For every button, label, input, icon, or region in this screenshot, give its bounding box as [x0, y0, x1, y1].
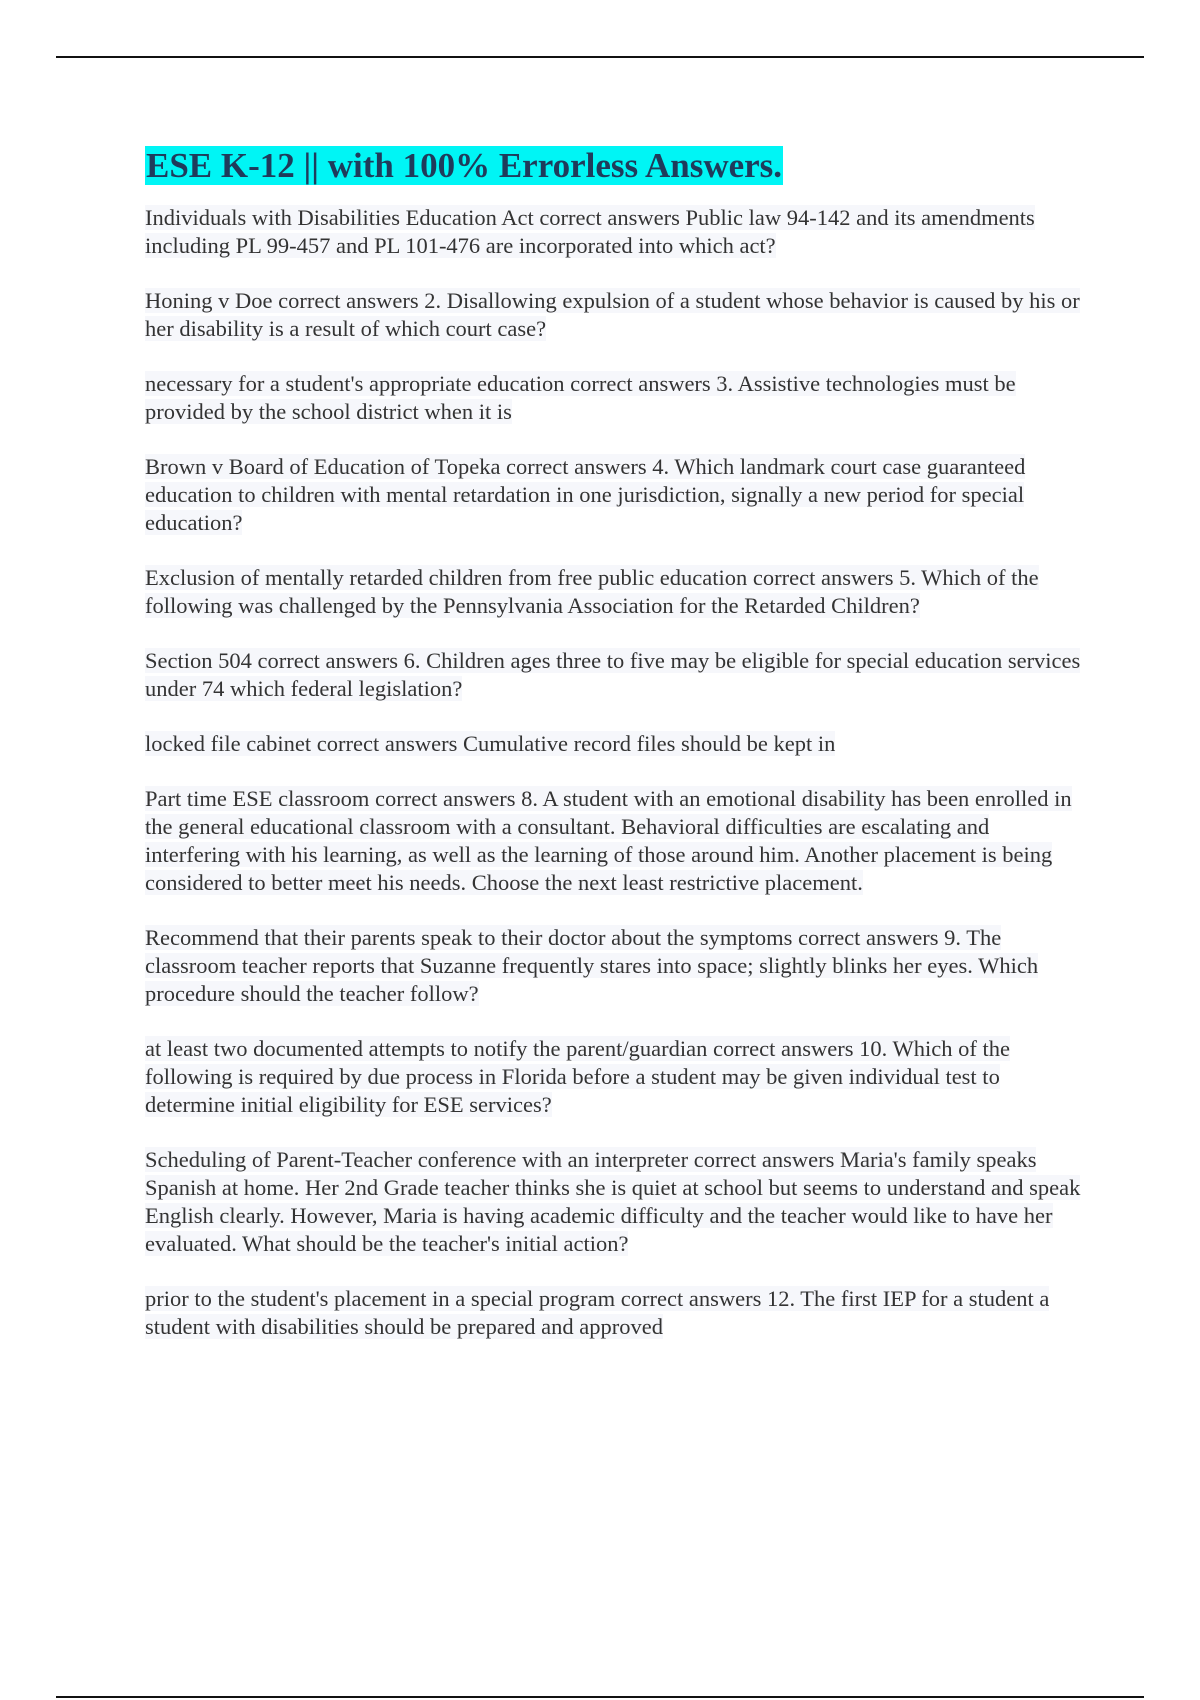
qa-entry	[145, 370, 1085, 426]
qa-entry	[145, 730, 1085, 758]
qa-entry	[145, 1146, 1085, 1258]
qa-entry-text: Brown v Board of Education of Topeka correct answers 4. Which landmark court case guaranteed education to children with mental retardation in one jurisdiction, signally a new period for special education?	[145, 454, 1026, 535]
qa-entry-text: Part time ESE classroom correct answers 8. A student with an emotional disability has been enrolled in the general educational classroom with a consultant. Behavioral difficulties are escalating and interfering with his learning, as well as the learning of those around him. Another placement is being considered to better meet his needs. Choose the next least restrictive placement.	[145, 786, 1072, 895]
qa-entry	[145, 564, 1085, 620]
qa-list	[145, 204, 1085, 1341]
qa-entry	[145, 647, 1085, 703]
qa-entry-text: at least two documented attempts to notify the parent/guardian correct answers 10. Which of the following is required by due process in Florida before a student may be given individual test to determine initial eligibility for ESE services?	[145, 1036, 1010, 1117]
document-body	[145, 143, 1085, 1368]
qa-entry	[145, 924, 1085, 1008]
qa-entry-text: Honing v Doe correct answers 2. Disallowing expulsion of a student whose behavior is caused by his or her disability is a result of which court case?	[145, 288, 1080, 341]
qa-entry-text: locked file cabinet correct answers Cumulative record files should be kept in	[145, 731, 836, 756]
qa-entry	[145, 1285, 1085, 1341]
qa-entry-text: prior to the student's placement in a special program correct answers 12. The first IEP for a student a student with disabilities should be prepared and approved	[145, 1286, 1050, 1339]
qa-entry	[145, 453, 1085, 537]
qa-entry-text: Section 504 correct answers 6. Children ages three to five may be eligible for special education services under 74 which federal legislation?	[145, 648, 1081, 701]
top-rule	[56, 56, 1144, 58]
qa-entry	[145, 204, 1085, 260]
qa-entry	[145, 785, 1085, 897]
bottom-rule	[56, 1696, 1144, 1698]
qa-entry-text: Exclusion of mentally retarded children from free public education correct answers 5. Which of the following was challenged by the Pennsylvania Association for the Retarded Children?	[145, 565, 1039, 618]
document-title	[145, 143, 1085, 189]
qa-entry-text: Scheduling of Parent-Teacher conference with an interpreter correct answers Maria's family speaks Spanish at home. Her 2nd Grade teacher thinks she is quiet at school but seems to understand and speak English clearly. However, Maria is having academic difficulty and the teacher would like to have her evaluated. What should be the teacher's initial action?	[145, 1147, 1081, 1256]
qa-entry	[145, 287, 1085, 343]
qa-entry-text: necessary for a student's appropriate education correct answers 3. Assistive technologies must be provided by the school district when it is	[145, 371, 1016, 424]
qa-entry	[145, 1035, 1085, 1119]
document-title-text: ESE K-12 || with 100% Errorless Answers.	[146, 146, 783, 185]
qa-entry-text: Recommend that their parents speak to their doctor about the symptoms correct answers 9. The classroom teacher reports that Suzanne frequently stares into space; slightly blinks her eyes. Which procedure should the teacher follow?	[145, 925, 1039, 1006]
qa-entry-text: Individuals with Disabilities Education Act correct answers Public law 94-142 and its amendments including PL 99-457 and PL 101-476 are incorporated into which act?	[145, 205, 1035, 258]
